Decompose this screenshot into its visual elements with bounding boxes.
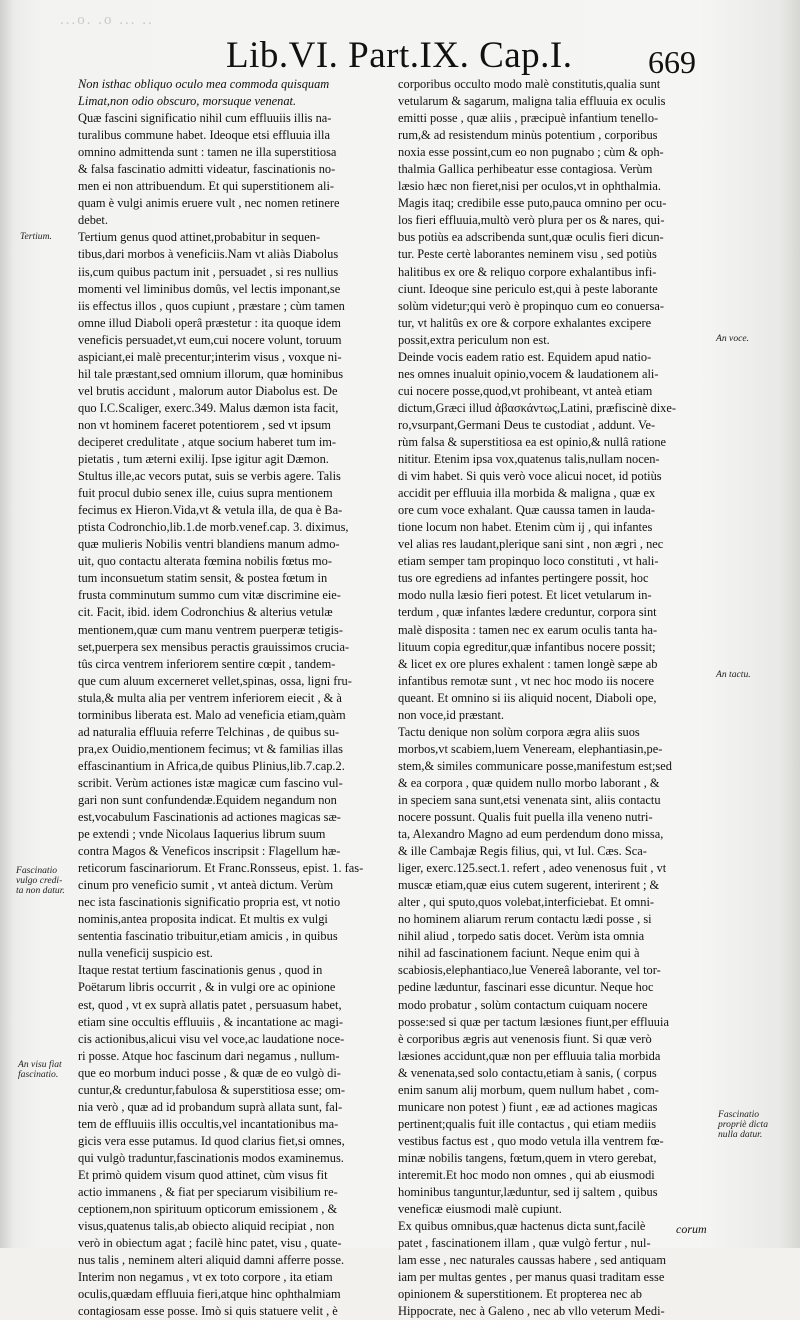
text-line: que eo morbum induci posse , & quæ de eo vulgò di- bbox=[78, 1065, 341, 1080]
text-line: verò in obiectum agat ; facilè hinc patet, visu , quate- bbox=[78, 1236, 342, 1251]
margin-note-an-visu: An visu fiat fascinatio. bbox=[18, 1059, 62, 1080]
text-line: tum inconsuetum statim sensit, & postea fœtum in bbox=[78, 571, 328, 586]
text-line: alter , qui sputo,quos volebat,interficiebat. Et omni- bbox=[398, 895, 655, 910]
text-line: scabiosis,elephantiaco,lue Venereâ laborante, vel tor- bbox=[398, 963, 661, 978]
text-line: ro,vsurpant,Germani Deus te custodiat , addunt. Ve- bbox=[398, 417, 656, 432]
text-line: cuntur,& creduntur,fabulosa & superstitiosa esse; om- bbox=[78, 1082, 346, 1097]
text-line: men ei non attribuendum. Et qui superstitionem ali- bbox=[78, 179, 335, 194]
text-line: & licet ex ore plures exhalent : tamen longè sæpe ab bbox=[398, 656, 658, 671]
text-line: gari non sunt confundendæ.Equidem negandum non bbox=[78, 792, 337, 807]
text-line: nihil aliud , torpedo satis docet. Verùm ista omnia bbox=[398, 929, 645, 944]
text-line: etiam sine occultis effluuiis , & incantatione ac magi- bbox=[78, 1014, 344, 1029]
text-line: omne illud Diaboli operâ præstetur : ita quoque idem bbox=[78, 315, 341, 330]
text-line: Tactu denique non solùm corpora ægra aliis suos bbox=[398, 724, 640, 739]
text-line: vel brutis accidunt , malorum autor Diabolus est. De bbox=[78, 383, 338, 398]
text-line: Magis itaq; credibile esse puto,pauca omnino per ocu- bbox=[398, 196, 667, 211]
margin-note-an-voce: An voce. bbox=[716, 333, 750, 344]
text-line: morbos,vt scabiem,luem Veneream, elephantiasin,pe- bbox=[398, 741, 663, 756]
text-line: malè disposita : tamen nec ex earum oculis tanta ha- bbox=[398, 622, 658, 637]
text-line: pertinent;qualis fuit ille contactus , qui etiam mediis bbox=[398, 1116, 657, 1131]
margin-note-fascinatio-propria: Fascinatio propriè dicta nulla datur. bbox=[718, 1109, 769, 1140]
text-line: etiam semper tam propinquo loco constituti , vt hali- bbox=[398, 554, 659, 569]
text-line: opinionem & superstitionem. Et propterea nec ab bbox=[398, 1287, 642, 1302]
text-line: pra,ex Ouidio,mentionem fecimus; vt & familias illas bbox=[78, 741, 343, 756]
text-line: pietatis , tum æterni exilij. Ipse igitur agit Dæmon. bbox=[78, 452, 329, 467]
text-line: bus potiùs ea adscribenda sunt,quæ oculis fieri dicun- bbox=[398, 230, 664, 245]
text-line: tibus,dari morbos à veneficiis.Nam vt aliàs Diabolus bbox=[78, 247, 339, 262]
text-line: & ille Cambajæ Regis filius, qui, vt Iul. Cæs. Sca- bbox=[398, 844, 647, 859]
bleed-through-text: ...o. .o ... .. bbox=[60, 12, 154, 28]
margin-note-fascinatio-vulgo: Fascinatio vulgo credi- ta non datur. bbox=[16, 865, 65, 896]
text-line: fecimus ex Hieron.Vida,vt & vetula illa, de qua è Ba- bbox=[78, 503, 343, 518]
text-line: tur, vt halitûs ex ore & corpore exhalantes excipere bbox=[398, 315, 652, 330]
text-line: stula,& multa alia per ventrem inferiorem eiecit , & à bbox=[78, 690, 342, 705]
text-line: di vim habet. Si quis verò voce alicui nocet, id potiùs bbox=[398, 469, 662, 484]
text-line: los fieri effluuia,multò verò plura per os & nares, qui- bbox=[398, 213, 665, 228]
text-line: accidit per effluuia illa morbida & maligna , quæ ex bbox=[398, 486, 656, 501]
text-line: læsio hæc non fieret,nisi per oculos,vt in ophthalmia. bbox=[398, 179, 661, 194]
text-line: reticorum fascinariorum. Et Franc.Ronsseus, epist. 1. fas- bbox=[78, 861, 364, 876]
text-line: turalibus commune habet. Ideoque etsi effluuia illa bbox=[78, 128, 330, 143]
text-line: Tertium genus quod attinet,probabitur in sequen- bbox=[78, 230, 321, 245]
text-line: hominibus tanguntur,læduntur, sed ij saltem , quibus bbox=[398, 1185, 658, 1200]
text-line: noxia esse possint,cum eo non pugnabo ; cùm & oph- bbox=[398, 145, 664, 160]
text-line: que cum aluum excerneret vellet,spinas, ossa, ligni fru- bbox=[78, 673, 352, 688]
text-line: uit, quo contactu alterata fœmina nobilis fœtus mo- bbox=[78, 554, 332, 569]
text-line: liger, exerc.125.sect.1. refert , adeo venenosus fuit , vt bbox=[398, 861, 667, 876]
text-line: tûs circa ventrem inferiorem sentire cœpit , tandem- bbox=[78, 656, 336, 671]
text-line: Poëtarum libris occurrit , & in vulgi ore ac opinione bbox=[78, 980, 336, 995]
text-line: qui vulgò traduntur,fascinationis modos examinemus. bbox=[78, 1150, 344, 1165]
text-line: Et primò quidem visum quod attinet, cùm visus fit bbox=[78, 1168, 328, 1182]
text-line: nec ista fascinationis significatio propria est, vt notio bbox=[78, 895, 341, 910]
text-line: non vt hominem faceret potentiorem , sed vt ipsum bbox=[78, 417, 331, 432]
text-line: emitti posse , quæ aliis , præcipuè infantium tenello- bbox=[398, 111, 659, 126]
text-line: Deinde vocis eadem ratio est. Equidem apud natio- bbox=[398, 349, 652, 364]
text-line: vetularum & sagarum, maligna talia effluuia ex oculis bbox=[398, 94, 666, 109]
text-line: oculis,quædam effluuia fieri,atque hinc ophthalmiam bbox=[78, 1287, 341, 1302]
text-line: posse:sed si quæ per tactum læsiones fiunt,per effluuia bbox=[398, 1014, 669, 1029]
text-line: lam esse , nec naturales caussas habere , sed antiquam bbox=[398, 1253, 667, 1268]
text-line: gicis vera esse putamus. Id quod clarius fiet,si omnes, bbox=[78, 1133, 345, 1148]
text-line: tus ore egrediens ad infantes pertingere possit, hoc bbox=[398, 571, 649, 586]
text-line: frusta comminutum summo cum vitæ discrimine eie- bbox=[78, 588, 341, 603]
text-line: possit,extra periculum non est. bbox=[398, 332, 550, 347]
page-number: 669 bbox=[648, 44, 696, 80]
text-line: infantibus remotæ sunt , vt nec hoc modo iis nocere bbox=[398, 673, 655, 688]
text-line: ptista Codronchio,lib.1.de morb.venef.cap. 3. diximus, bbox=[78, 520, 349, 535]
text-line: actio immanens , & fiat per speciarum visibilium re- bbox=[78, 1185, 338, 1200]
text-line: aspiciant,ei malè precentur;interim visus , voxque ni- bbox=[78, 349, 342, 364]
text-line: interemit.Et hoc modo non omnes , qui ab eiusmodi bbox=[398, 1168, 655, 1182]
margin-note-tertium: Tertium. bbox=[20, 231, 52, 242]
margin-note-an-tactu: An tactu. bbox=[716, 669, 751, 680]
text-line: Itaque restat tertium fascinationis genus , quod in bbox=[78, 963, 323, 978]
text-line: è corporibus ægris aut venenosis fiunt. Si quæ verò bbox=[398, 1031, 652, 1046]
text-line: ceptionem,non spirituum opticorum emissionem , & bbox=[78, 1202, 338, 1217]
text-line: & falsa fascinatio admitti videatur, fascinationis no- bbox=[78, 162, 336, 177]
right-column bbox=[398, 76, 706, 1320]
text-line: nihil ad fascinationem faciunt. Neque enim qui à bbox=[398, 946, 640, 961]
text-line: iis effectus illos , quos cupiunt , præstare ; cùm tamen bbox=[78, 298, 345, 313]
text-line: queant. Et omnino si iis aliquid nocent, Diaboli ope, bbox=[398, 690, 657, 705]
text-line: rùm falsa & superstitiosa ea est opinio,& nullâ ratione bbox=[398, 434, 667, 449]
text-line: fuit procul dubio senex ille, cuius supra mentionem bbox=[78, 486, 333, 501]
text-line: nominis,antea proposita indicat. Et multis ex vulgi bbox=[78, 912, 328, 927]
text-line: est,vocabulum Fascinationis ad actiones magicas sæ- bbox=[78, 810, 341, 825]
text-line: nocere possunt. Qualis fuit puella illa veneno nutri- bbox=[398, 810, 653, 825]
text-line: in speciem sana sunt,etsi venenata sint, aliis contactu bbox=[398, 792, 661, 807]
text-line: stem,& similes communicare posse,manifestum est;sed bbox=[398, 758, 672, 773]
text-line: Ex quibus omnibus,quæ hactenus dicta sunt,facilè bbox=[398, 1219, 646, 1234]
text-line: Interim non negamus , vt ex toto corpore , ita etiam bbox=[78, 1270, 333, 1285]
text-line: Hippocrate, nec à Galeno , nec ab vllo veterum Medi- bbox=[398, 1304, 665, 1319]
text-line: deciperet credulitate , atque socium haberet tum im- bbox=[78, 434, 337, 449]
text-line: set,puerpera sex mensibus peractis grauissimos crucia- bbox=[78, 639, 350, 654]
text-line: modo probatur , solùm contactum cuiquam nocere bbox=[398, 997, 648, 1012]
text-line: Stultus ille,ac vecors putat, suis se verbis agere. Talis bbox=[78, 469, 341, 484]
text-line: terdum , quæ infantes lædere creduntur, corpora sint bbox=[398, 605, 657, 620]
text-line: læsiones accidunt,quæ non per effluuia talia morbida bbox=[398, 1048, 661, 1063]
text-line: vel alias res laudant,plerique sani sint , non ægri , nec bbox=[398, 537, 664, 552]
text-line: ta, Alexandro Magno ad eum perdendum dono missa, bbox=[398, 827, 664, 842]
text-line: sententia fascinatio tribuitur,etiam amicis , in quibus bbox=[78, 929, 338, 944]
text-line: tur. Peste certè laborantes neminem visu , sed potiùs bbox=[398, 247, 657, 262]
text-line: non voce,id præstant. bbox=[398, 707, 504, 722]
text-line: & venenata,sed solo contactu,etiam à sanis, ( corpus bbox=[398, 1065, 657, 1080]
text-line: iis,cum quibus pactum init , persuadet , si res nullius bbox=[78, 264, 339, 279]
text-line: lituum copia egreditur,quæ infantibus nocere possit; bbox=[398, 639, 656, 654]
text-line: debet. bbox=[78, 213, 108, 228]
text-line: hil tale præstant,sed omnium illorum, quæ hominibus bbox=[78, 366, 344, 381]
text-line: muscæ etiam,quæ eius cutem sugerent, interirent ; & bbox=[398, 878, 660, 893]
text-line: thalmia Gallica perhibeatur esse contagiosa. Verùm bbox=[398, 162, 653, 177]
text-line: veneficæ eiusmodi malè cupiunt. bbox=[398, 1202, 562, 1217]
text-line: minæ nobilis tangens, fœtum,quem in vtero gerebat, bbox=[398, 1150, 657, 1165]
text-line: municare non potest ) fiunt , eæ ad actiones magicas bbox=[398, 1099, 658, 1114]
text-line: ore cum voce exhalant. Quæ caussa tamen in lauda- bbox=[398, 503, 656, 518]
text-line: contagiosam esse posse. Imò si quis statuere velit , è bbox=[78, 1304, 338, 1319]
text-line: dictum,Græci illud ἀβασκάντως,Latini, præfiscinè dixe- bbox=[398, 400, 676, 415]
text-line: Limat,non odio obscuro, morsuque venenat. bbox=[78, 94, 297, 109]
text-line: & ea corpora , quæ quidem nullo morbo laborant , & bbox=[398, 775, 660, 790]
text-line: cis actionibus,alicui visu vel voce,ac laudatione noce- bbox=[78, 1031, 345, 1046]
text-line: corporibus occulto modo malè constitutis,qualia sunt bbox=[398, 77, 661, 91]
text-line: veneficis persuadet,vt eum,cui nocere volunt, toruum bbox=[78, 332, 342, 347]
running-header: Lib.VI. Part.IX. Cap.I. bbox=[226, 35, 573, 76]
text-line: nulla veneficij suspicio est. bbox=[78, 946, 213, 961]
text-line: visus,quatenus talis,ab obiecto aliquid recipiat , non bbox=[78, 1219, 335, 1234]
text-line: cit. Facit, ibid. idem Codronchius & alterius vetulæ bbox=[78, 605, 333, 620]
text-line: pe extendi ; vnde Nicolaus Iaquerius librum suum bbox=[78, 827, 326, 842]
text-line: solùm videtur;qui verò è propinquo cum eo conuersa- bbox=[398, 298, 664, 313]
text-line: nititur. Etenim ipsa vox,quatenus talis,nullam nocen- bbox=[398, 452, 660, 467]
text-line: Quæ fascini significatio nihil cum effluuiis illis na- bbox=[78, 111, 332, 126]
text-line: contra Magos & Veneficos inscripsit : Flagellum hæ- bbox=[78, 844, 341, 859]
text-line: omnino admittenda sunt : tamen ne illa superstitiosa bbox=[78, 145, 337, 160]
text-line: quam è vulgi animis eruere vult , nec nomen retinere bbox=[78, 196, 340, 211]
text-line: Non isthac obliquo oculo mea commoda quisquam bbox=[78, 77, 330, 91]
text-line: momenti vel liminibus domûs, vel lectis imponant,se bbox=[78, 281, 341, 296]
left-column bbox=[78, 76, 396, 1320]
text-line: scribit. Verùm actiones istæ magicæ cum fascino vul- bbox=[78, 775, 343, 790]
text-line: nus talis , neminem alteri aliquid damni afferre posse. bbox=[78, 1253, 345, 1268]
text-line: modo nulla læsio fieri potest. Et licet vetularum in- bbox=[398, 588, 652, 603]
text-line: cinum pro veneficio sumit , vt anteà dictum. Verùm bbox=[78, 878, 334, 893]
text-line: tione locum non habet. Etenim cùm ij , qui infantes bbox=[398, 520, 653, 535]
text-line: torminibus liberata est. Malo ad veneficia etiam,quàm bbox=[78, 707, 346, 722]
text-line: effascinantium in Africa,de quibus Plinius,lib.7.cap.2. bbox=[78, 758, 345, 773]
text-line: patet , fascinationem illam , quæ vulgò fertur , nul- bbox=[398, 1236, 651, 1251]
text-line: pedine læduntur, fascinari esse dicuntur. Neque hoc bbox=[398, 980, 654, 995]
text-line: nia verò , quæ ad id probandum suprà allata sunt, fal- bbox=[78, 1099, 343, 1114]
text-line: est, quod , vt ex suprà allatis patet , persuasum habet, bbox=[78, 997, 342, 1012]
catchword: corum bbox=[676, 1222, 707, 1236]
text-line: cui nocere posse,quod,vt prohibeant, vt anteà etiam bbox=[398, 383, 653, 398]
text-line: rum,& ad resistendum minùs potentium , corporibus bbox=[398, 128, 658, 143]
text-line: no hominem aliarum rerum contactu lædi posse , si bbox=[398, 912, 652, 927]
text-line: mentionem,quæ cum manu ventrem puerperæ tetigis- bbox=[78, 622, 343, 637]
text-line: ad naturalia effluuia referre Telchinas , de quibus su- bbox=[78, 724, 340, 739]
text-line: nes omnes inualuit opinio,vocem & laudationem ali- bbox=[398, 366, 659, 381]
text-line: halitibus ex ore & reliquo corpore exhalantibus infi- bbox=[398, 264, 657, 279]
text-line: vestibus factus est , quo modo vetula illa ventrem fœ- bbox=[398, 1133, 664, 1148]
text-line: iam per multas gentes , per manus quasi traditam esse bbox=[398, 1270, 665, 1285]
text-line: quæ mulieris Nobilis ventri blandiens manum admo- bbox=[78, 537, 340, 552]
text-line: ciunt. Ideoque sine periculo est,qui à peste laborante bbox=[398, 281, 658, 296]
text-line: quo I.C.Scaliger, exerc.349. Malus dæmon ista facit, bbox=[78, 400, 339, 415]
text-line: tem de effluuiis illis occultis,vel incantationibus ma- bbox=[78, 1116, 339, 1131]
text-line: enim sanum alij morbum, quem nullum habet , com- bbox=[398, 1082, 659, 1097]
text-line: ri posse. Atque hoc fascinum dari negamus , nullum- bbox=[78, 1048, 340, 1063]
